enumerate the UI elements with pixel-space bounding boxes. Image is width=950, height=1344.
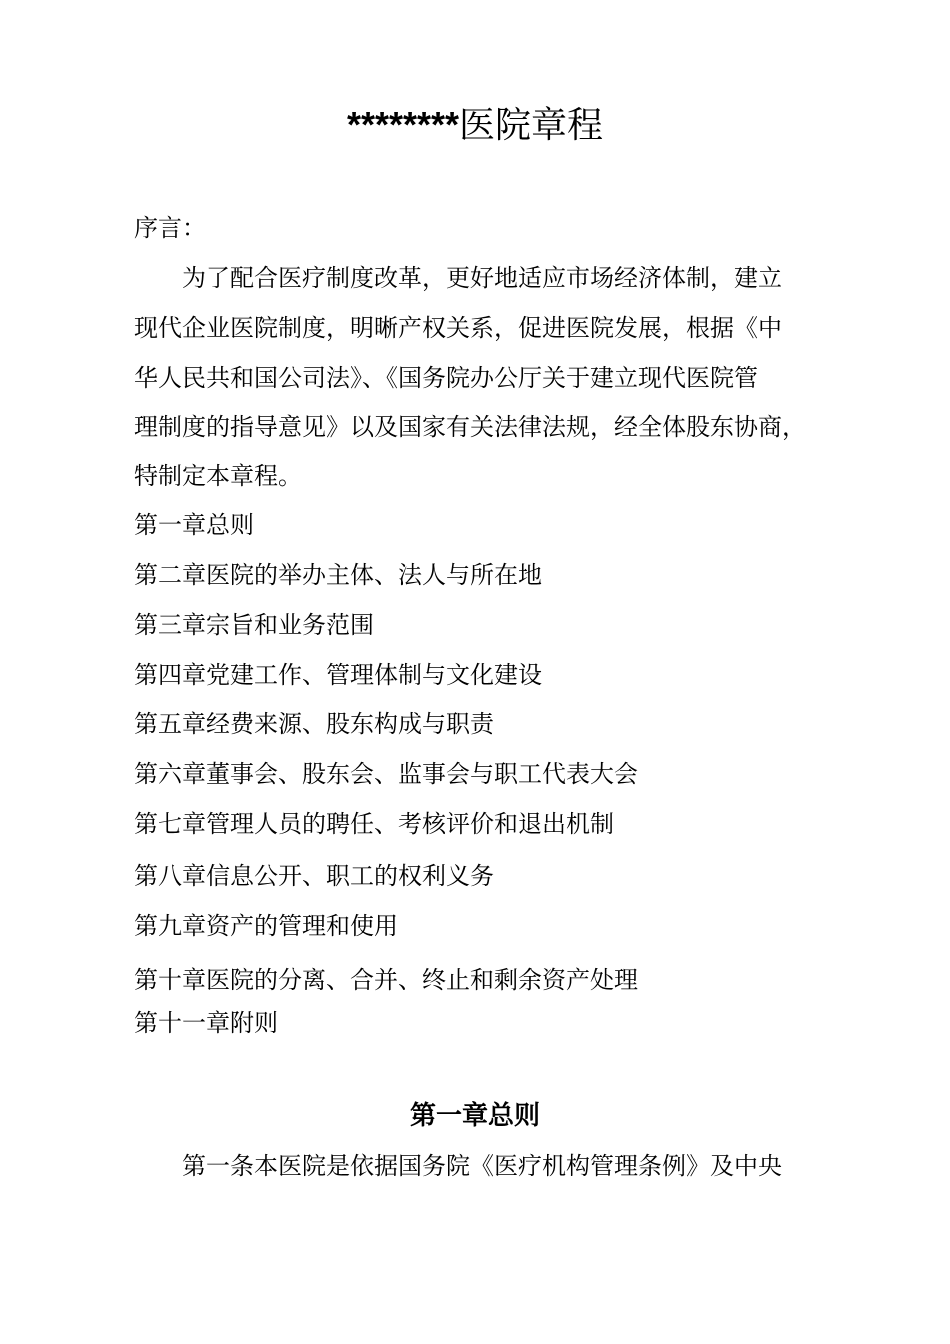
preface-line-2: 现代企业医院制度，明晰产权关系，促进医院发展，根据《中: [134, 314, 782, 342]
preface-line-3: 华人民共和国公司法》、《国务院办公厅关于建立现代医院管: [134, 364, 758, 392]
toc-item-chapter-9: 第九章资产的管理和使用: [134, 912, 398, 940]
toc-item-chapter-8: 第八章信息公开、职工的权利义务: [134, 862, 494, 890]
toc-item-chapter-3: 第三章宗旨和业务范围: [134, 611, 374, 639]
title-stars: ********: [346, 104, 460, 145]
document-title: [0, 100, 950, 151]
chapter-1-article-1-line: 第一条本医院是依据国务院《医疗机构管理条例》及中央: [182, 1152, 782, 1180]
preface-line-1: 为了配合医疗制度改革，更好地适应市场经济体制，建立: [182, 264, 782, 292]
toc-item-chapter-1: 第一章总则: [134, 511, 254, 539]
toc-item-chapter-2: 第二章医院的举办主体、法人与所在地: [134, 561, 542, 589]
toc-item-chapter-11: 第十一章附则: [134, 1009, 278, 1037]
toc-item-chapter-5: 第五章经费来源、股东构成与职责: [134, 710, 494, 738]
preface-line-5: 特制定本章程。: [134, 462, 302, 490]
toc-item-chapter-10: 第十章医院的分离、合并、终止和剩余资产处理: [134, 966, 638, 994]
preface-label: 序言：: [134, 214, 206, 242]
preface-line-4: 理制度的指导意见》以及国家有关法律法规，经全体股东协商，: [134, 413, 806, 441]
toc-item-chapter-4: 第四章党建工作、管理体制与文化建设: [134, 661, 542, 689]
title-text: 医院章程: [459, 105, 604, 146]
chapter-1-heading: 第一章总则: [409, 1101, 540, 1131]
toc-item-chapter-6: 第六章董事会、股东会、监事会与职工代表大会: [134, 760, 638, 788]
toc-item-chapter-7: 第七章管理人员的聘任、考核评价和退出机制: [134, 810, 614, 838]
